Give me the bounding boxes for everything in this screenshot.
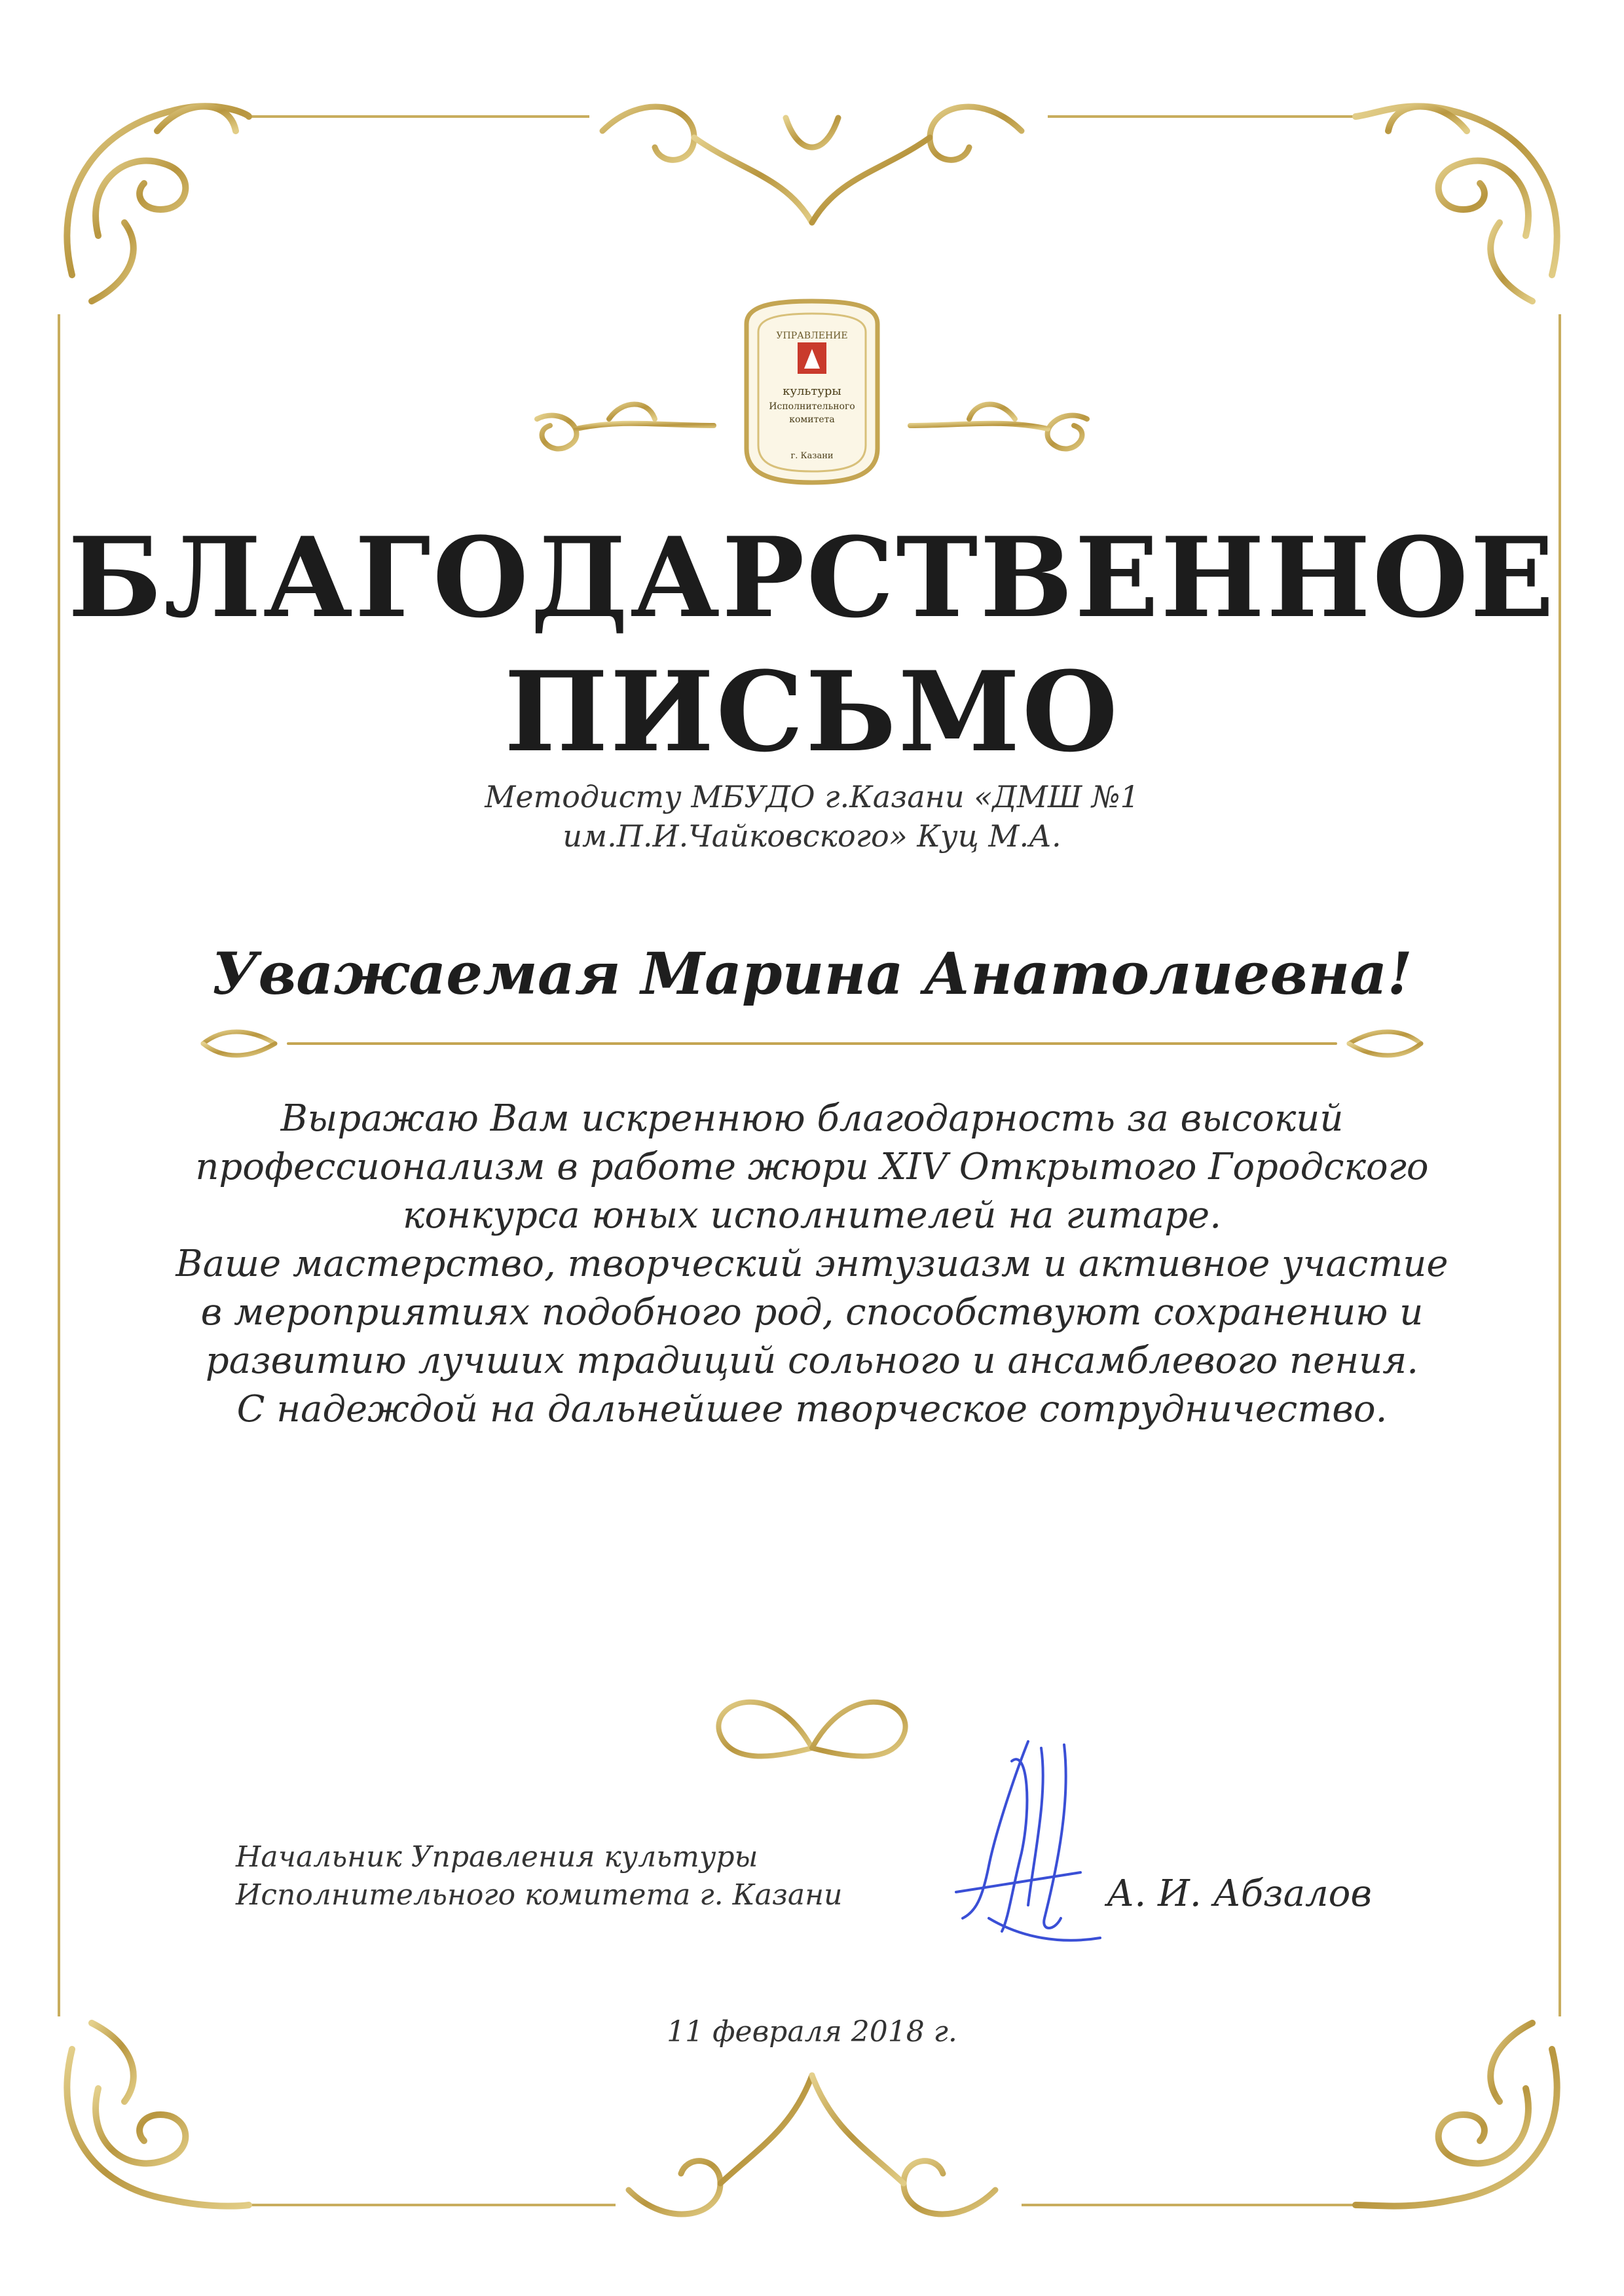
- handwritten-signature: [950, 1722, 1120, 1958]
- signer-position: [236, 1838, 842, 1914]
- corner-ornament-top-left: [67, 106, 249, 301]
- emblem-text-line: комитета: [789, 414, 835, 425]
- emblem-text-top: УПРАВЛЕНИЕ: [776, 331, 848, 341]
- title-line: БЛАГОДАРСТВЕННОЕ: [67, 513, 1557, 642]
- recipient-line: Методисту МБУДО г.Казани «ДМШ №1: [485, 779, 1139, 814]
- corner-ornament-bottom-right: [1356, 2023, 1557, 2206]
- signer-position-line: Начальник Управления культуры: [236, 1840, 758, 1874]
- title-line: ПИСЬМО: [504, 647, 1120, 776]
- emblem-text-line: Исполнительного: [769, 401, 855, 412]
- signer-position-line: Исполнительного комитета г. Казани: [236, 1878, 843, 1912]
- body-line: С надеждой на дальнейшее творческое сотрудничество.: [236, 1388, 1388, 1430]
- body-line: Ваше мастерство, творческий энтузиазм и активное участие: [175, 1243, 1449, 1285]
- letter-body: [164, 1095, 1460, 1434]
- corner-ornament-bottom-left: [67, 2023, 249, 2206]
- salutation-divider: [203, 1032, 1421, 1055]
- signer-name: А. И. Абзалов: [1107, 1872, 1372, 1915]
- emblem-text-bottom: г. Казани: [790, 451, 834, 461]
- document-date: 11 февраля 2018 г.: [667, 2015, 957, 2049]
- body-line: Выражаю Вам искреннюю благодарность за высокий: [280, 1097, 1344, 1140]
- emblem-text-line: культуры: [783, 384, 841, 398]
- recipient-line: им.П.И.Чайковского» Куц М.А.: [563, 818, 1061, 854]
- emblem-flourish-left: [537, 405, 714, 449]
- salutation: Уважаемая Марина Анатолиевна!: [212, 939, 1412, 1008]
- body-line: развитию лучших традиций сольного и ансамблевого пения.: [205, 1339, 1419, 1382]
- signature-ornament: [718, 1702, 905, 1794]
- body-line: в мероприятиях подобного род, способствуют сохранению и: [200, 1291, 1424, 1334]
- document-title: [0, 511, 1624, 779]
- top-center-ornament: [602, 98, 1022, 236]
- body-line: конкурса юных исполнителей на гитаре.: [403, 1194, 1221, 1237]
- body-line: профессионализм в работе жюри XIV Открытого Городского: [195, 1146, 1429, 1188]
- bottom-center-ornament: [629, 2062, 995, 2219]
- emblem-flourish-right: [910, 405, 1087, 449]
- emblem-seal: [727, 298, 897, 488]
- corner-ornament-top-right: [1356, 106, 1557, 301]
